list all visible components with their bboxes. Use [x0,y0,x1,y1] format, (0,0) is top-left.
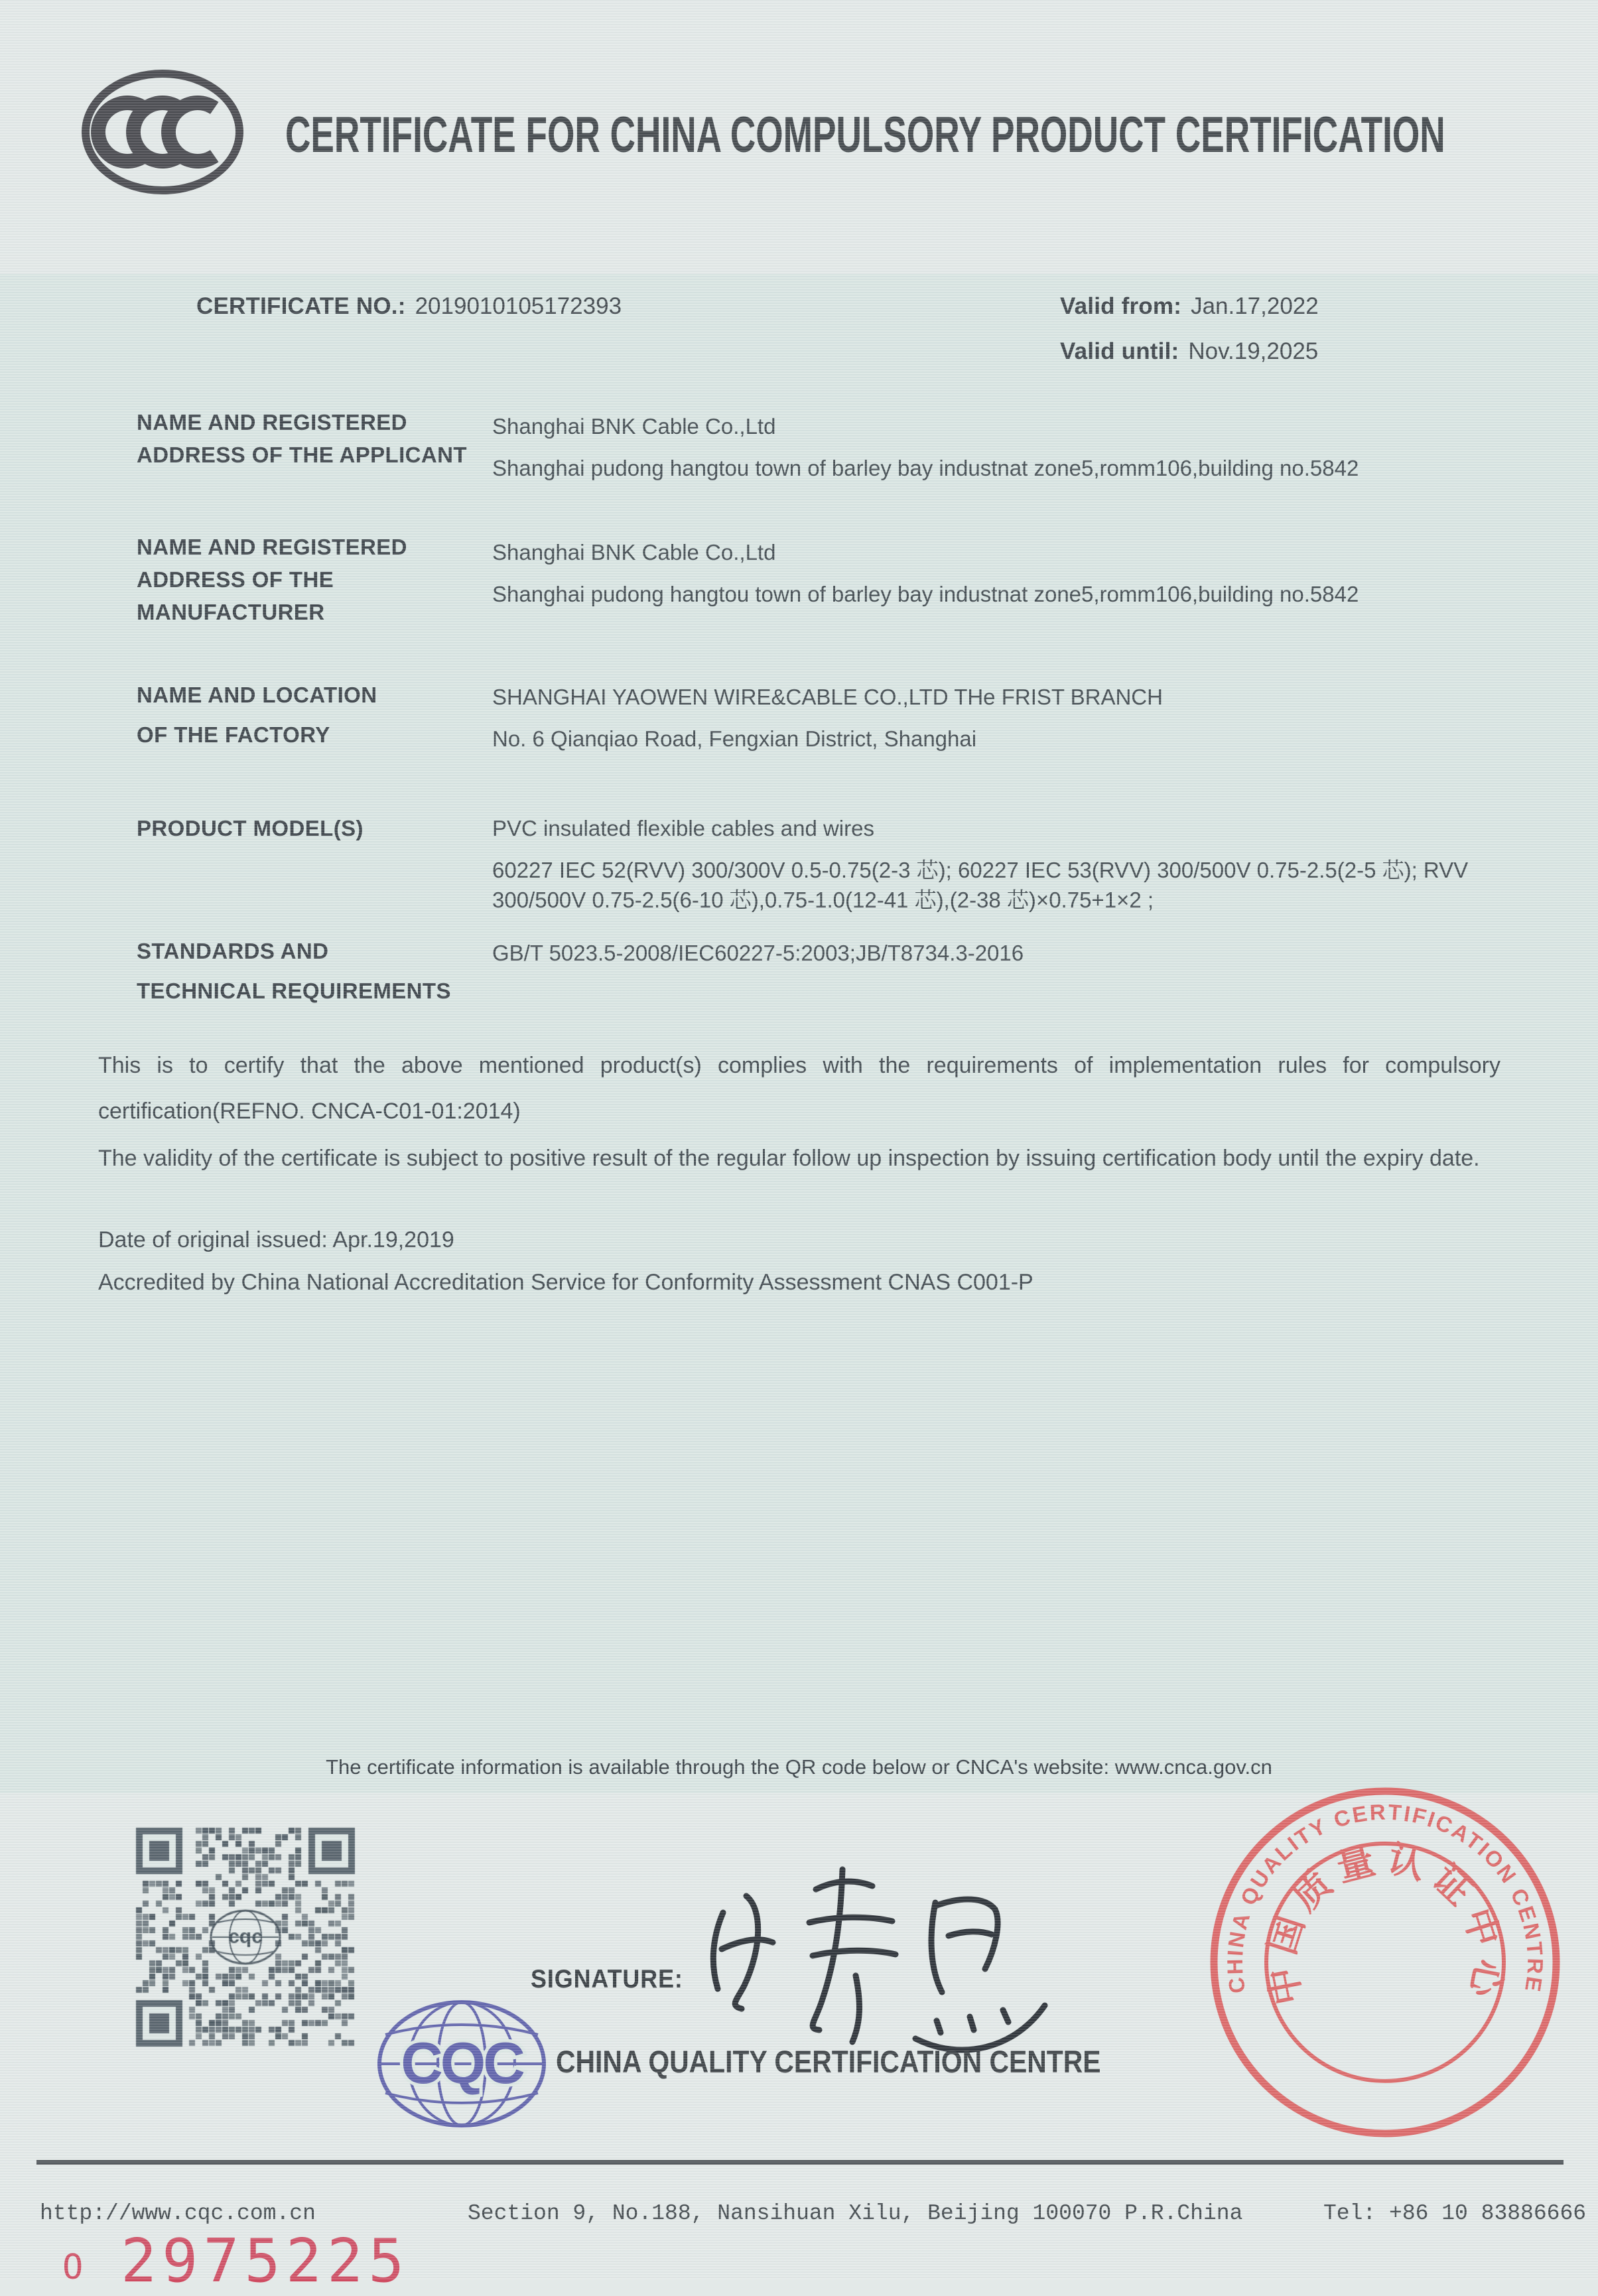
product-models-line: 60227 IEC 52(RVV) 300/300V 0.5-0.75(2-3 芯); 60227 IEC 53(RVV) 300/500V 0.75-2.5(2-5 芯); RVV [492,858,1469,882]
valid-from-row [1060,293,1319,320]
valid-until-label: Valid until: [1060,338,1179,364]
page-title: CERTIFICATE FOR CHINA COMPULSORY PRODUCT CERTIFICATION [285,107,1445,163]
serial-prefix: O [62,2248,84,2287]
footer-website: http://www.cqc.com.cn [40,2201,316,2226]
issuer-name: CHINA QUALITY CERTIFICATION CENTRE [556,2044,1101,2079]
certificate-body-panel [0,274,1598,1793]
standards-label-line: TECHNICAL REQUIREMENTS [137,979,451,1003]
valid-from-value: Jan.17,2022 [1191,293,1319,319]
serial-number: 2975225 [121,2226,410,2296]
manufacturer-label [137,531,407,628]
product-models-line: PVC insulated flexible cables and wires [492,816,874,841]
stamp-ring-text: CHINA QUALITY CERTIFICATION CENTRE [1222,1799,1548,1995]
manufacturer-value [492,537,1560,609]
certificate-number-label: CERTIFICATE NO.: [196,293,406,319]
valid-until-row [1060,338,1318,365]
signature-script [683,1850,1055,2068]
standards-label [137,931,451,1011]
qr-code [133,1824,358,2050]
applicant-address: Shanghai pudong hangtou town of barley bay industnat zone5,romm106,building no.5842 [492,456,1359,480]
factory-address: No. 6 Qianqiao Road, Fengxian District, Shanghai [492,726,977,751]
manufacturer-label-line: ADDRESS OF THE [137,567,334,592]
factory-label-line: OF THE FACTORY [137,722,330,747]
applicant-label-line: ADDRESS OF THE APPLICANT [137,442,467,467]
valid-from-label: Valid from: [1060,293,1182,319]
manufacturer-name: Shanghai BNK Cable Co.,Ltd [492,540,776,565]
product-models-line: 300/500V 0.75-2.5(6-10 芯),0.75-1.0(12-41 芯),(2-38 芯)×0.75+1×2 ; [492,888,1154,912]
footer-address: Section 9, No.188, Nansihuan Xilu, Beijing 100070 P.R.China [468,2201,1243,2226]
product-models-label [137,812,364,844]
standards-value: GB/T 5023.5-2008/IEC60227-5:2003;JB/T8734.3-2016 [492,941,1024,965]
cqc-globe-logo-icon [375,1998,549,2129]
factory-name: SHANGHAI YAOWEN WIRE&CABLE CO.,LTD THe FRIST BRANCH [492,685,1163,709]
qr-info-note: The certificate information is available through the QR code below or CNCA's website: www.cnca.gov.cn [326,1755,1272,1779]
signature-label: SIGNATURE: [531,1965,683,1993]
standards-label-line: STANDARDS AND [137,939,329,963]
statement-original-issue-date: Date of original issued: Apr.19,2019 [98,1227,454,1252]
factory-value [492,682,1560,754]
certificate-number-value: 2019010105172393 [415,293,622,319]
statement-accreditation: Accredited by China National Accreditation Service for Conformity Assessment CNAS C001-P [98,1270,1033,1295]
manufacturer-label-line: NAME AND REGISTERED [137,535,407,559]
cqc-red-stamp [1206,1783,1564,2141]
product-models-label-line: PRODUCT MODEL(S) [137,816,364,841]
manufacturer-label-line: MANUFACTURER [137,600,325,624]
ccc-logo-icon [78,66,247,198]
statement-certify: This is to certify that the above mentioned product(s) complies with the requirements of implementation rules for compulsory certification(REFNO. CNCA-C01-01:2014) [98,1053,1500,1124]
valid-until-value: Nov.19,2025 [1188,338,1319,364]
footer-tel: Tel: +86 10 83886666 [1323,2201,1587,2226]
footer-divider [36,2160,1564,2165]
applicant-name: Shanghai BNK Cable Co.,Ltd [492,414,776,439]
stamp-inner-text: 中国质量认证中心 [1259,1837,1511,2009]
applicant-label-line: NAME AND REGISTERED [137,410,407,435]
statement-validity: The validity of the certificate is subject to positive result of the regular follow up inspection by issuing certification body until the expiry date. [98,1146,1480,1171]
product-models-value [492,813,1560,915]
applicant-value [492,411,1560,483]
factory-label [137,675,377,755]
manufacturer-address: Shanghai pudong hangtou town of barley bay industnat zone5,romm106,building no.5842 [492,582,1359,606]
applicant-label [137,406,467,471]
cqc-globe-text: CQC [401,2030,523,2096]
factory-label-line: NAME AND LOCATION [137,683,377,707]
certificate-number-row [196,293,622,320]
svg-text:中国质量认证中心 [1260,1838,1510,2009]
